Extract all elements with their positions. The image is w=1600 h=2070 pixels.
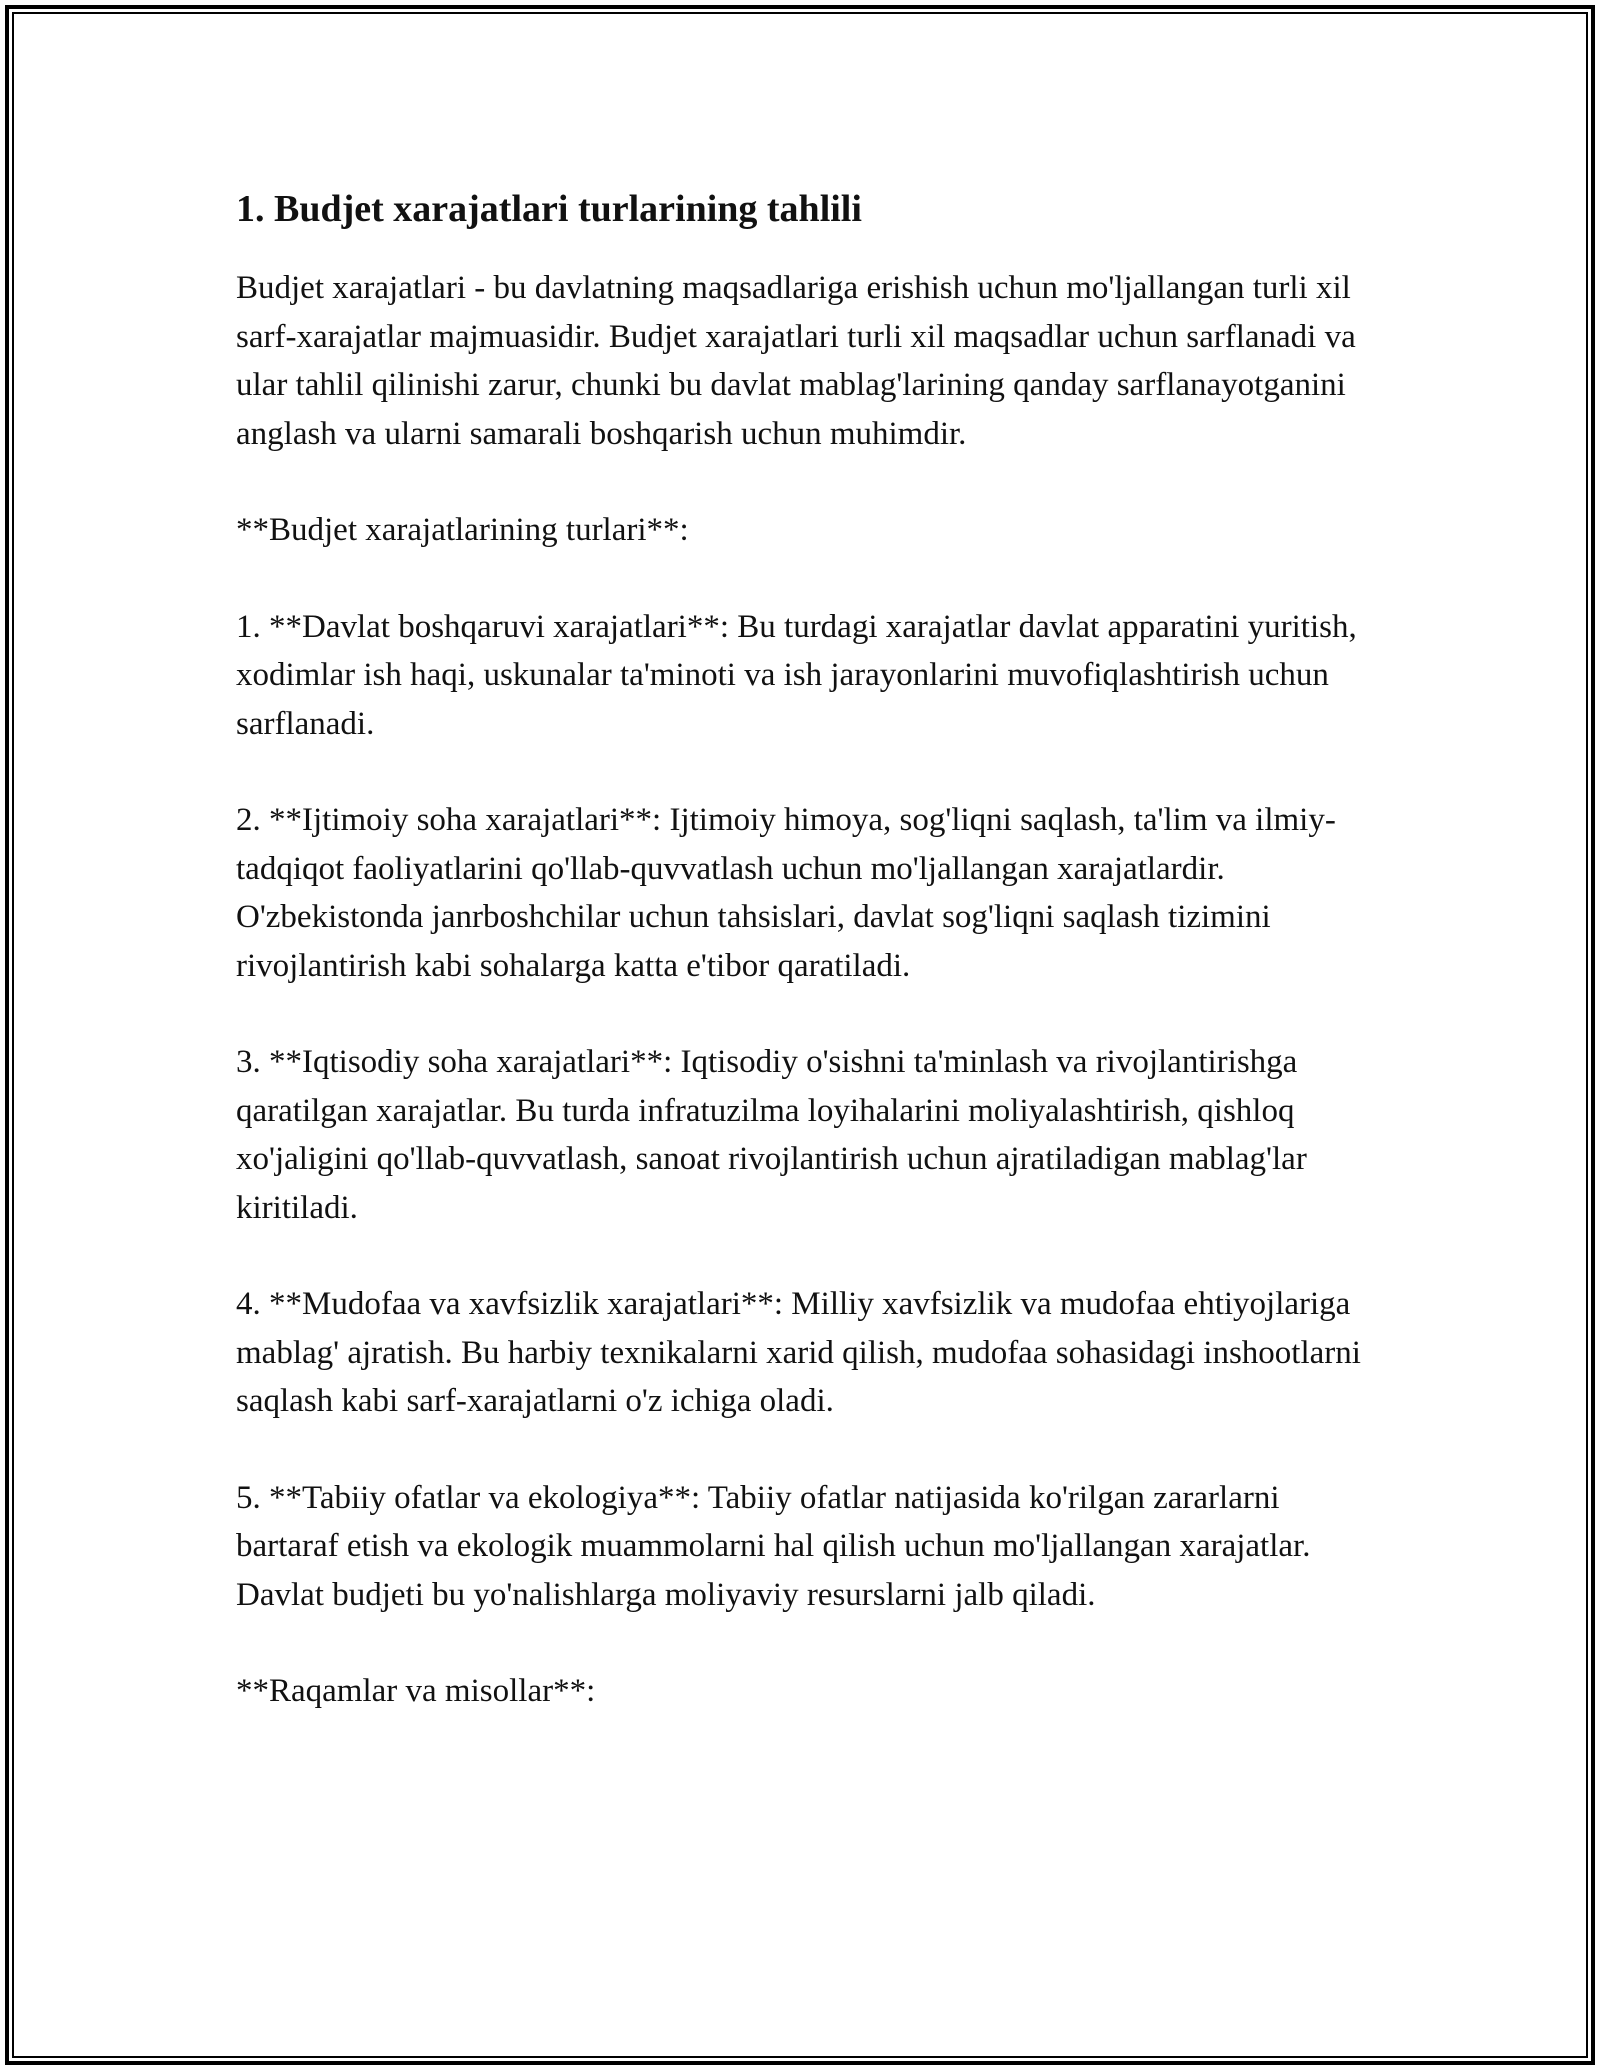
section-heading: 1. Budjet xarajatlari turlarining tahlili — [236, 188, 862, 230]
list-item-government: 1. **Davlat boshqaruvi xarajatlari**: Bu turdagi xarajatlar davlat apparatini yuritish, xodimlar ish haqi, uskunalar ta'minoti va ish jarayonlarini muvofiqlashtirish uchun sarflanadi. — [236, 608, 1357, 742]
document-body — [236, 185, 1376, 1764]
intro-paragraph: Budjet xarajatlari - bu davlatning maqsadlariga erishish uchun mo'ljallangan turli xil sarf-xarajatlar majmuasidir. Budjet xarajatlari turli xil maqsadlar uchun sarflanadi va ular tahlil qilinishi zarur, chunki bu davlat mablag'larining qanday sarflanayotganini anglash va ularni samarali boshqarish uchun muhimdir. — [236, 270, 1356, 452]
list-item-social: 2. **Ijtimoiy soha xarajatlari**: Ijtimoiy himoya, sog'liqni saqlash, ta'lim va ilmiy-tadqiqot faoliyatlarini qo'llab-quvvatlash uchun mo'ljallangan xarajatlardir. O'zbekistonda janrboshchilar uchun tahsislari, davlat sog'liqni saqlash tizimini rivojlantirish kabi sohalarga katta e'tibor qaratiladi. — [236, 802, 1336, 984]
list-item-defense: 4. **Mudofaa va xavfsizlik xarajatlari**: Milliy xavfsizlik va mudofaa ehtiyojlariga mablag' ajratish. Bu harbiy texnikalarni xarid qilish, mudofaa sohasidagi inshootlarni saqlash kabi sarf-xarajatlarni o'z ichiga oladi. — [236, 1286, 1361, 1420]
list-item-economic: 3. **Iqtisodiy soha xarajatlari**: Iqtisodiy o'sishni ta'minlash va rivojlantirishga qaratilgan xarajatlar. Bu turda infratuzilma loyihalarini moliyalashtirish, qishloq xo'jaligini qo'llab-quvvatlash, sanoat rivojlantirish uchun ajratiladigan mablag'lar kiritiladi. — [236, 1044, 1307, 1226]
types-subheading: **Budjet xarajatlarining turlari**: — [236, 512, 689, 549]
numbers-subheading: **Raqamlar va misollar**: — [236, 1673, 596, 1710]
list-item-ecology: 5. **Tabiiy ofatlar va ekologiya**: Tabiiy ofatlar natijasida ko'rilgan zararlarni bartaraf etish va ekologik muammolarni hal qilish uchun mo'ljallangan xarajatlar. Davlat budjeti bu yo'nalishlarga moliyaviy resurslarni jalb qiladi. — [236, 1479, 1311, 1613]
